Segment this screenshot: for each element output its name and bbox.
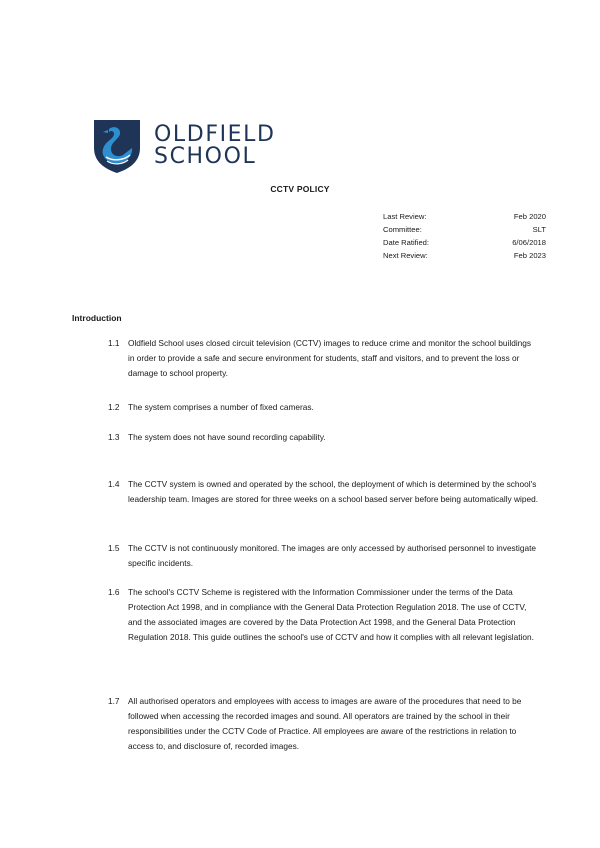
swan-crest-icon — [92, 118, 142, 174]
paragraph-1-7 — [108, 694, 538, 754]
meta-value: Feb 2020 — [513, 212, 546, 221]
school-name-line1: OLDFIELD — [154, 122, 276, 147]
meta-label: Date Ratified: — [383, 238, 430, 247]
paragraph-1-4 — [108, 477, 538, 507]
paragraph-text: The system comprises a number of fixed cameras. — [128, 402, 314, 412]
paragraph-text: The CCTV is not continuously monitored. The images are only accessed by authorised personnel to investigate specific incidents. — [128, 543, 536, 568]
paragraph-number: 1.5 — [108, 543, 120, 553]
meta-label: Committee: — [383, 225, 422, 234]
paragraph-number: 1.2 — [108, 402, 120, 412]
paragraph-text: The school's CCTV Scheme is registered with the Information Commissioner under the terms of the Data Protection Act 1998, and in compliance with the General Data Protection Regulation 2018. The use of CCTV, and the associated images are covered by the Data Protection Act 1998, and the General Data Protection Regulation 2018. This guide outlines the school's use of CCTV and how it complies with all relevant legislation. — [128, 587, 534, 642]
meta-value: SLT — [532, 225, 546, 234]
school-name — [154, 124, 276, 168]
paragraph-1-1 — [108, 336, 538, 381]
meta-value: Feb 2023 — [513, 251, 546, 260]
school-name-line2: SCHOOL — [154, 144, 257, 169]
meta-row-last-review — [383, 210, 546, 223]
meta-value: 6/06/2018 — [512, 238, 546, 247]
paragraph-text: The CCTV system is owned and operated by the school, the deployment of which is determined by the school's leadership team. Images are stored for three weeks on a school based server before being automatically wiped. — [128, 479, 538, 504]
meta-label: Last Review: — [383, 212, 427, 221]
paragraph-number: 1.6 — [108, 587, 120, 597]
school-logo — [92, 118, 276, 174]
meta-row-committee — [383, 223, 546, 236]
paragraph-text: The system does not have sound recording capability. — [128, 432, 326, 442]
paragraph-number: 1.1 — [108, 338, 120, 348]
paragraph-number: 1.3 — [108, 432, 120, 442]
paragraph-1-2 — [108, 400, 538, 415]
meta-row-date-ratified — [383, 236, 546, 249]
paragraph-number: 1.7 — [108, 696, 120, 706]
paragraph-text: All authorised operators and employees with access to images are aware of the procedures that need to be followed when accessing the recorded images and sound. All operators are trained by the school in their responsibilities under the CCTV Code of Practice. All employees are aware of the restrictions in relation to access to, and disclosure of, recorded images. — [128, 696, 522, 751]
document-title: CCTV POLICY — [270, 184, 330, 194]
paragraph-number: 1.4 — [108, 479, 120, 489]
paragraph-1-6 — [108, 585, 538, 645]
paragraph-text: Oldfield School uses closed circuit television (CCTV) images to reduce crime and monitor the school buildings in order to provide a safe and secure environment for students, staff and visitors, and to prevent the loss or damage to school property. — [128, 338, 532, 378]
review-metadata — [383, 210, 546, 262]
section-heading: Introduction — [72, 313, 122, 323]
meta-row-next-review — [383, 249, 546, 262]
meta-label: Next Review: — [383, 251, 428, 260]
paragraph-1-3 — [108, 430, 538, 445]
paragraph-1-5 — [108, 541, 538, 571]
